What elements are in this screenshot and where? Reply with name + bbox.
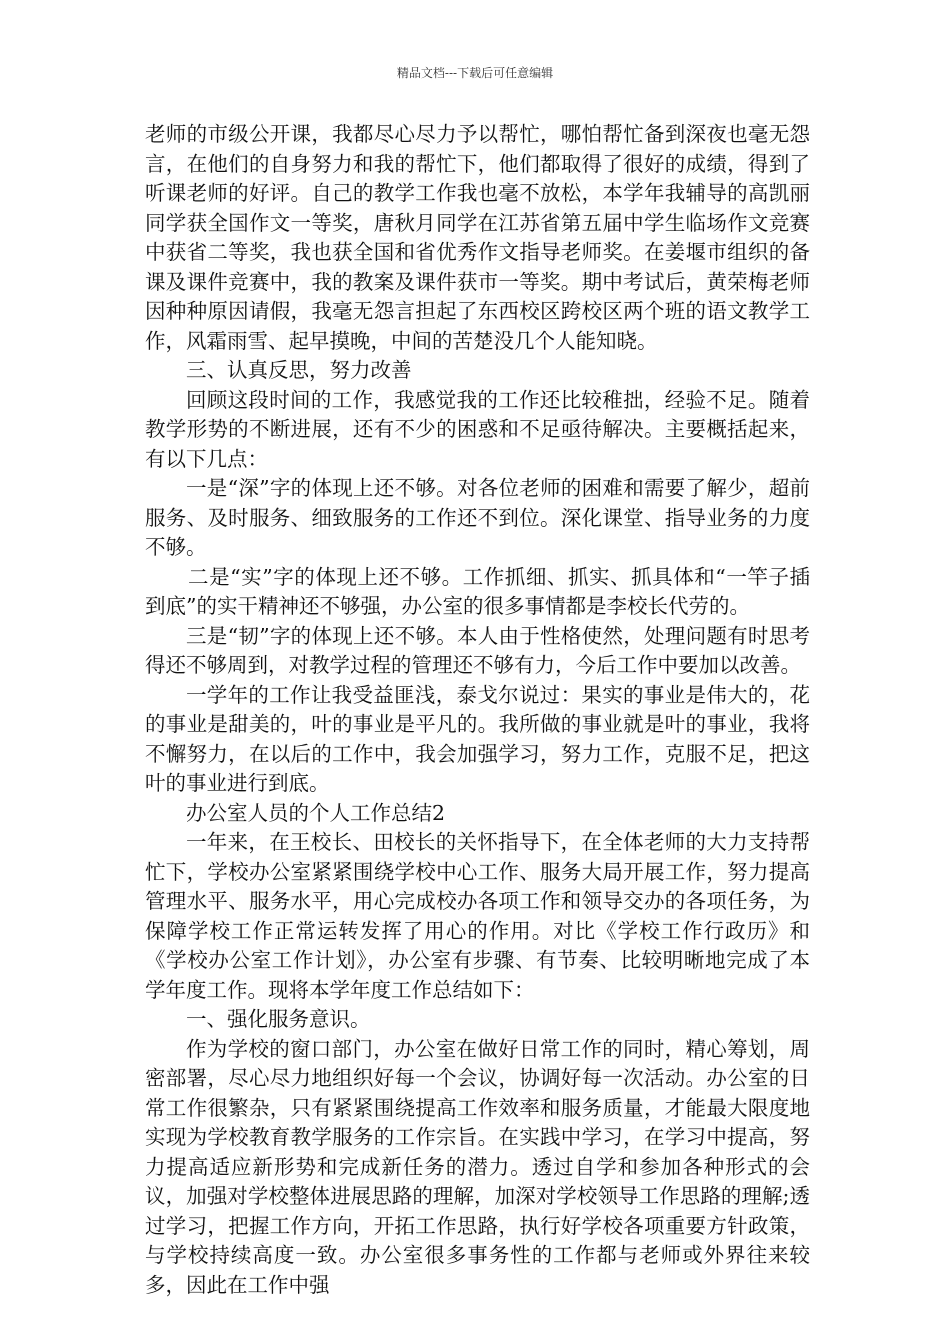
paragraph-point-deep: 一是“深”字的体现上还不够。对各位老师的困难和需要了解少，超前服务、及时服务、细致服务的工作还不到位。深化课堂、指导业务的力度不够。	[145, 476, 810, 559]
page-header: 精品文档---下载后可任意编辑	[396, 66, 554, 80]
paragraph-point-tenacity: 三是“韧”字的体现上还不够。本人由于性格使然，处理问题有时思考得还不够周到，对教学过程的管理还不够有力，今后工作中要加以改善。	[145, 623, 810, 677]
paragraph-continuation: 老师的市级公开课，我都尽心尽力予以帮忙，哪怕帮忙备到深夜也毫无怨言，在他们的自身努力和我的帮忙下，他们都取得了很好的成绩，得到了听课老师的好评。自己的教学工作我也毫不放松，本学年我辅导的高凯丽同学获全国作文一等奖，唐秋月同学在江苏省第五届中学生临场作文竞赛中获省二等奖，我也获全国和省优秀作文指导老师奖。在姜堰市组织的备课及课件竞赛中，我的教案及课件获市一等奖。期中考试后，黄荣梅老师因种种原因请假，我毫无怨言担起了东西校区跨校区两个班的语文教学工作，风霜雨雪、起早摸晚，中间的苦楚没几个人能知晓。	[145, 122, 810, 353]
section-heading-reflection: 三、认真反思，努力改善	[186, 358, 412, 382]
paragraph-intro-2: 一年来，在王校长、田校长的关怀指导下，在全体老师的大力支持帮忙下，学校办公室紧紧围绕学校中心工作、服务大局开展工作，努力提高管理水平、服务水平，用心完成校办各项工作和领导交办的各项任务，为保障学校工作正常运转发挥了用心的作用。对比《学校工作行政历》和《学校办公室工作计划》，办公室有步骤、有节奏、比较明晰地完成了本学年度工作。现将本学年度工作总结如下：	[145, 830, 810, 1002]
document-body	[145, 120, 810, 1300]
section-title-summary-2: 办公室人员的个人工作总结2	[186, 800, 446, 825]
paragraph-service: 作为学校的窗口部门，办公室在做好日常工作的同时，精心筹划，周密部署，尽心尽力地组织好每一个会议，协调好每一次活动。办公室的日常工作很繁杂，只有紧紧围绕提高工作效率和服务质量，才能最大限度地实现为学校教育教学服务的工作宗旨。在实践中学习，在学习中提高，努力提高适应新形势和完成新任务的潜力。透过自学和参加各种形式的会议，加强对学校整体进展思路的理解，加深对学校领导工作思路的理解;透过学习，把握工作方向，开拓工作思路，执行好学校各项重要方针政策，与学校持续高度一致。办公室很多事务性的工作都与老师或外界往来较多，因此在工作中强	[145, 1036, 810, 1297]
paragraph-review: 回顾这段时间的工作，我感觉我的工作还比较稚拙，经验不足。随着教学形势的不断进展，还有不少的困惑和不足亟待解决。主要概括起来，有以下几点：	[145, 387, 810, 471]
paragraph-point-solid: 二是“实”字的体现上还不够。工作抓细、抓实、抓具体和“一竿子插到底”的实干精神还不够强，办公室的很多事情都是李校长代劳的。	[145, 564, 810, 618]
paragraph-closing: 一学年的工作让我受益匪浅，泰戈尔说过：果实的事业是伟大的，花的事业是甜美的，叶的事业是平凡的。我所做的事业就是叶的事业，我将不懈努力，在以后的工作中，我会加强学习，努力工作，克服不足，把这叶的事业进行到底。	[145, 682, 810, 795]
section-heading-service: 一、强化服务意识。	[186, 1007, 371, 1031]
